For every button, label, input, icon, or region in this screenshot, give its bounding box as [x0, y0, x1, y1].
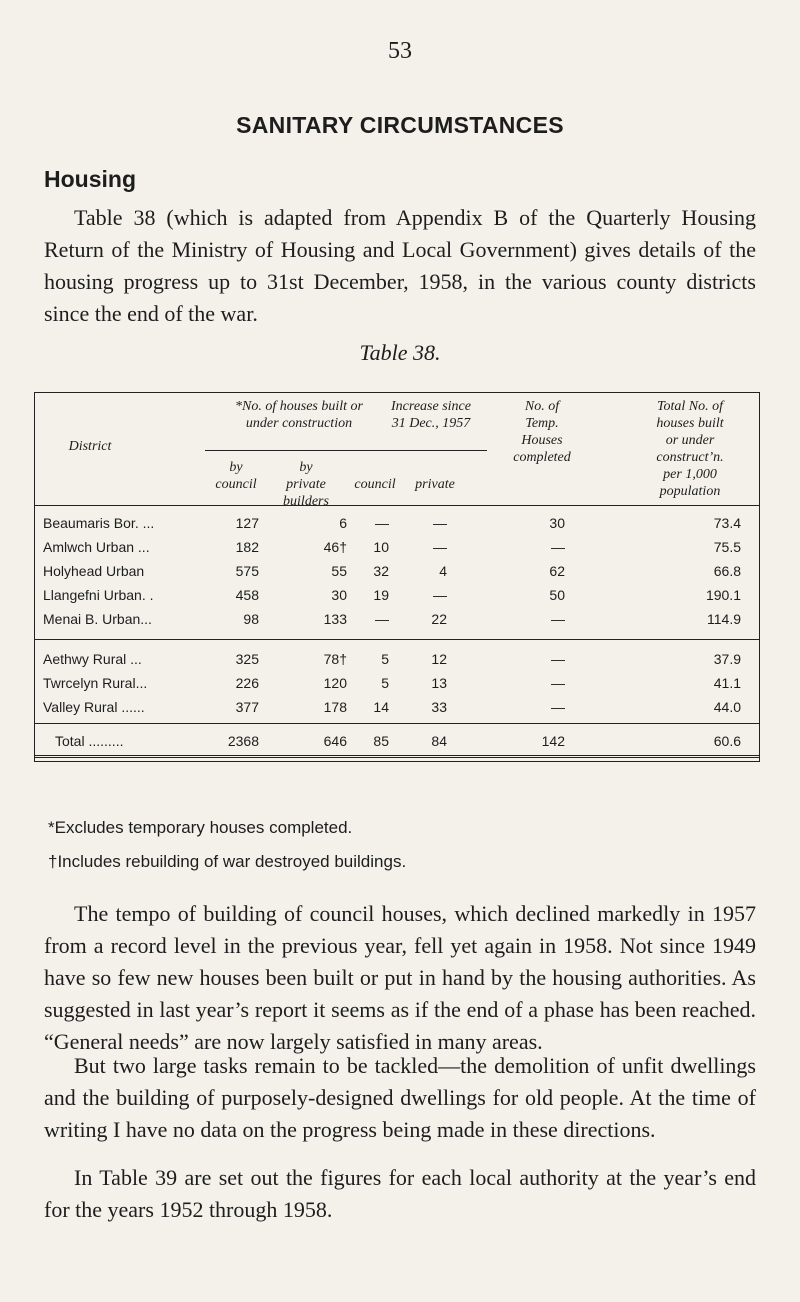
cell-by-private: 646	[323, 733, 347, 749]
table-row	[35, 697, 761, 718]
cell-by-private: 46†	[323, 539, 347, 555]
cell-temp-houses: 30	[549, 515, 565, 531]
cell-by-council: 182	[235, 539, 259, 555]
cell-by-council: 2368	[227, 733, 259, 749]
header-bottom-rule	[35, 505, 759, 506]
cell-per-1000: 190.1	[705, 587, 741, 603]
cell-temp-houses: —	[551, 539, 565, 555]
cell-district: Menai B. Urban...	[43, 611, 152, 627]
cell-by-private: 55	[331, 563, 347, 579]
cell-district: Total .........	[55, 733, 124, 749]
table-bottom-rule	[35, 755, 759, 758]
header-group-increase: Increase since 31 Dec., 1957	[391, 399, 471, 431]
header-by-private: by private builders	[283, 460, 329, 509]
table-row	[35, 585, 761, 606]
header-temp-houses: No. of Temp. Houses completed	[513, 399, 571, 465]
table-row	[35, 513, 761, 534]
cell-per-1000: 41.1	[713, 675, 741, 691]
cell-inc-private: 84	[431, 733, 447, 749]
table-row	[35, 649, 761, 670]
table-row	[35, 537, 761, 558]
cell-per-1000: 75.5	[713, 539, 741, 555]
cell-temp-houses: 62	[549, 563, 565, 579]
table39-paragraph: In Table 39 are set out the figures for each local authority at the year’s end for the years 1952 through 1958.	[44, 1165, 756, 1222]
cell-by-private: 120	[323, 675, 347, 691]
page-number: 53	[388, 38, 412, 64]
tempo-paragraph: The tempo of building of council houses, which declined markedly in 1957 from a record level in the previous year, fell yet again in 1958. Not since 1949 have so few new houses been built or put in hand by the housing authorities. As suggested in last year’s report it seems as if the end of a phase has been reached. “General needs” are now largely satisfied in many areas.	[44, 901, 756, 1054]
intro-paragraph: Table 38 (which is adapted from Appendix B of the Quarterly Housing Return of the Ministry of Housing and Local Government) gives details of the housing progress up to 31st December, 1958, in the various county districts since the end of the war.	[44, 205, 756, 326]
cell-inc-council: 32	[373, 563, 389, 579]
cell-by-council: 458	[235, 587, 259, 603]
header-group-built: *No. of houses built or under construction	[235, 399, 363, 431]
urban-rural-divider	[35, 639, 759, 640]
cell-inc-private: 12	[431, 651, 447, 667]
cell-district: Valley Rural ......	[43, 699, 145, 715]
cell-by-private: 6	[339, 515, 347, 531]
table-row	[35, 561, 761, 582]
section-heading: SANITARY CIRCUMSTANCES	[236, 112, 564, 138]
total-row	[35, 731, 761, 752]
cell-district: Amlwch Urban ...	[43, 539, 150, 555]
cell-per-1000: 114.9	[707, 611, 741, 627]
cell-by-private: 178	[323, 699, 347, 715]
cell-by-private: 133	[323, 611, 347, 627]
cell-district: Beaumaris Bor. ...	[43, 515, 155, 531]
header-total-per-1000: Total No. of houses built or under construct’n. per 1,000 population	[656, 399, 724, 499]
cell-per-1000: 66.8	[713, 563, 741, 579]
cell-inc-council: —	[375, 611, 389, 627]
cell-inc-council: 5	[381, 651, 389, 667]
cell-inc-private: —	[433, 515, 447, 531]
cell-by-private: 78†	[323, 651, 347, 667]
cell-district: Aethwy Rural ...	[43, 651, 142, 667]
cell-temp-houses: —	[551, 699, 565, 715]
cell-inc-council: 5	[381, 675, 389, 691]
cell-by-council: 377	[235, 699, 259, 715]
cell-by-council: 127	[235, 515, 259, 531]
cell-inc-private: 13	[431, 675, 447, 691]
table-row	[35, 609, 761, 630]
cell-district: Holyhead Urban	[43, 563, 145, 579]
table-row	[35, 673, 761, 694]
cell-temp-houses: —	[551, 675, 565, 691]
cell-inc-private: 33	[431, 699, 447, 715]
tasks-paragraph: But two large tasks remain to be tackled—the demolition of unfit dwellings and the building of purposely-designed dwellings for old people. At the time of writing I have no data on the progress being made in these directions.	[44, 1053, 756, 1142]
header-district: District	[68, 439, 112, 454]
cell-by-council: 575	[235, 563, 259, 579]
header-subrule	[205, 450, 487, 451]
cell-by-council: 325	[235, 651, 259, 667]
cell-per-1000: 37.9	[713, 651, 741, 667]
cell-per-1000: 73.4	[713, 515, 741, 531]
cell-inc-private: 22	[431, 611, 447, 627]
header-inc-council: council	[354, 477, 396, 492]
total-divider	[35, 723, 759, 724]
cell-temp-houses: 50	[549, 587, 565, 603]
housing-table	[34, 392, 760, 762]
footnote-includes: †Includes rebuilding of war destroyed buildings.	[48, 852, 407, 871]
cell-inc-council: 10	[373, 539, 389, 555]
cell-per-1000: 44.0	[713, 699, 741, 715]
cell-inc-council: 14	[373, 699, 389, 715]
table-title: Table 38.	[359, 340, 441, 365]
cell-per-1000: 60.6	[713, 733, 741, 749]
cell-inc-private: —	[433, 539, 447, 555]
cell-temp-houses: 142	[541, 733, 565, 749]
cell-district: Llangefni Urban. .	[43, 587, 154, 603]
footnote-excludes: *Excludes temporary houses completed.	[48, 818, 353, 837]
cell-temp-houses: —	[551, 611, 565, 627]
cell-temp-houses: —	[551, 651, 565, 667]
cell-district: Twrcelyn Rural...	[43, 675, 148, 691]
cell-inc-council: —	[375, 515, 389, 531]
header-by-council: by council	[215, 460, 257, 492]
housing-subheading: Housing	[44, 166, 136, 192]
header-inc-private: private	[415, 477, 455, 492]
cell-by-private: 30	[331, 587, 347, 603]
cell-inc-private: —	[433, 587, 447, 603]
cell-inc-private: 4	[439, 563, 447, 579]
cell-inc-council: 19	[373, 587, 389, 603]
cell-by-council: 226	[235, 675, 259, 691]
cell-inc-council: 85	[373, 733, 389, 749]
cell-by-council: 98	[243, 611, 259, 627]
